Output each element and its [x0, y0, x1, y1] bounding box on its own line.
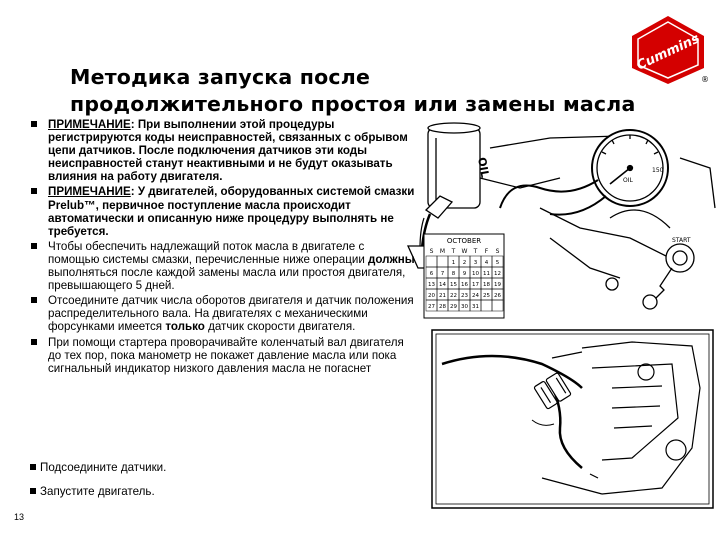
calendar-day: 22 — [450, 293, 457, 299]
bullet-list — [38, 118, 418, 377]
calendar-day: 17 — [472, 282, 479, 288]
title-line-1: Методика запуска после — [70, 65, 371, 89]
slide-title — [70, 64, 720, 118]
bullet-marker — [30, 464, 36, 470]
calendar-day: 8 — [451, 271, 456, 277]
calendar-day: 29 — [450, 304, 457, 310]
calendar-day: 23 — [461, 293, 468, 299]
calendar-day: 6 — [429, 271, 434, 277]
bullet-marker — [30, 488, 36, 494]
calendar-day: 12 — [494, 271, 501, 277]
calendar-day: 1 — [451, 260, 456, 266]
calendar-day: 21 — [439, 293, 446, 299]
calendar-day: 9 — [462, 271, 467, 277]
calendar-day: 20 — [428, 293, 435, 299]
gauge-scale-label: 150 — [652, 167, 664, 174]
bullet-crank-engine: При помощи стартера проворачивайте коленчатый вал двигателя до тех пор, пока манометр не покажет давление масла или пока сигнальный индикатор низкого давления масла не погаснет — [38, 336, 418, 375]
logo-text: Cummins — [634, 31, 702, 74]
page-number: 13 — [14, 512, 25, 522]
calendar-day: 7 — [440, 271, 445, 277]
calendar-day: 31 — [472, 304, 479, 310]
calendar-day: 2 — [462, 260, 467, 266]
calendar-weekday: W — [461, 248, 468, 255]
calendar-day: 19 — [494, 282, 501, 288]
note-text: : У двигателей, оборудованных системой смазки Prelub™, первичное поступление масла происходит автоматически и описанную ниже процедуру выполнять не требуется. — [48, 185, 415, 238]
bullet-marker — [31, 339, 37, 345]
calendar-weekday: T — [451, 248, 456, 255]
calendar-day: 27 — [428, 304, 435, 310]
calendar-weekday: S — [495, 248, 500, 255]
calendar-day: 15 — [450, 282, 457, 288]
logo-trademark: ® — [701, 75, 709, 84]
bullet-marker — [31, 188, 37, 194]
note-bullet-1 — [38, 118, 418, 183]
calendar-weekday: T — [473, 248, 478, 255]
calendar-day: 14 — [439, 282, 446, 288]
calendar-day: 3 — [473, 260, 478, 266]
calendar-day: 13 — [428, 282, 435, 288]
oil-priming-illustration — [380, 118, 720, 328]
calendar-day: 16 — [461, 282, 468, 288]
calendar-weekday: S — [429, 248, 434, 255]
calendar-weekday: M — [439, 248, 446, 255]
bullet-marker — [31, 243, 37, 249]
calendar-day: 5 — [495, 260, 500, 266]
bullet-marker — [31, 297, 37, 303]
calendar-day: 11 — [483, 271, 490, 277]
title-line-2: продолжительного простоя или замены масла — [70, 92, 636, 116]
calendar-day: 26 — [494, 293, 501, 299]
oil-can-label: OIL — [475, 156, 492, 179]
sensor-connector-illustration — [432, 328, 714, 510]
bullet-disconnect-sensors: Отсоедините датчик числа оборотов двигателя и датчик положения распределительного вала. На двигателях с механическими форсунками имеется только датчик скорости двигателя. — [38, 294, 418, 333]
note-label: ПРИМЕЧАНИЕ — [48, 185, 131, 199]
calendar-day: 25 — [483, 293, 490, 299]
calendar-weekday: F — [484, 248, 489, 255]
bullet-connect-sensors: Подсоедините датчики. — [40, 461, 166, 474]
calendar-day: 10 — [472, 271, 479, 277]
note-text: : При выполнении этой процедуры регистрируются коды неисправностей, связанных с обрывом цепи датчиков. После подключения датчиков эти коды неисправностей станут неактивными и не будут оказывать влияния на работу двигателя. — [48, 118, 408, 184]
bullet-oil-flow: Чтобы обеспечить надлежащий поток масла в двигателе с помощью системы смазки, перечисленные ниже операции должны выполняться после каждой замены масла или простоя двигателя, превышающего 5 дней. — [38, 240, 418, 292]
note-bullet-2 — [38, 185, 418, 237]
calendar-day: 4 — [484, 260, 489, 266]
calendar-day: 28 — [439, 304, 446, 310]
emphasis: только — [165, 320, 205, 334]
calendar-day: 24 — [472, 293, 479, 299]
start-label: START — [672, 237, 691, 244]
bullet-marker — [31, 121, 37, 127]
calendar-month: OCTOBER — [446, 237, 482, 245]
emphasis: должны — [368, 252, 415, 266]
calendar-day: 30 — [461, 304, 468, 310]
note-label: ПРИМЕЧАНИЕ — [48, 118, 131, 131]
calendar-day: 18 — [483, 282, 490, 288]
gauge-label: OIL — [623, 177, 633, 184]
bullet-start-engine: Запустите двигатель. — [40, 485, 155, 498]
cummins-logo — [628, 14, 708, 86]
